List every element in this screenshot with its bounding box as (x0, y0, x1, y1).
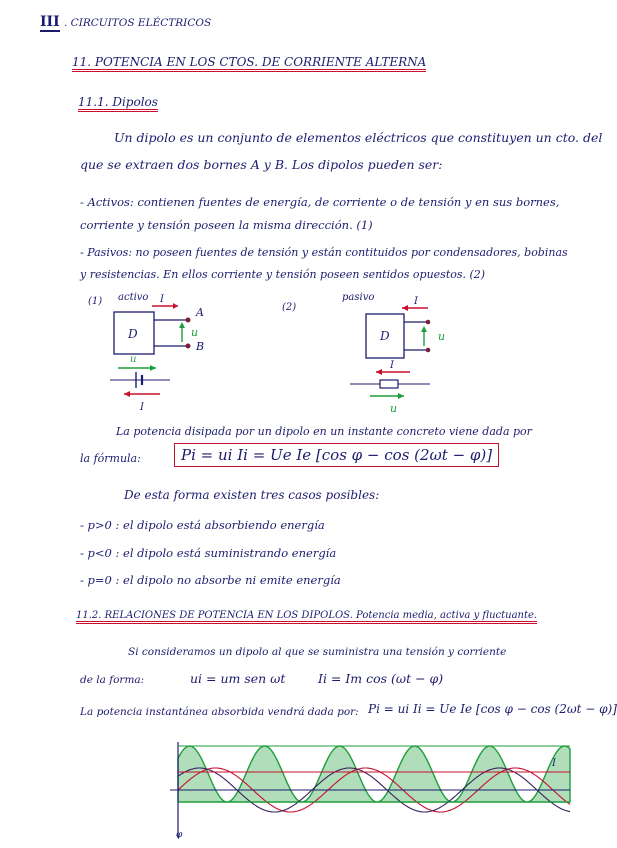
power-waveform-graph (160, 738, 580, 842)
case-positive: - p>0 : el dipolo está absorbiendo energía (80, 518, 325, 532)
passive-terminal-top (426, 320, 431, 325)
active-box-label: D (128, 327, 138, 341)
terminal-a-dot (186, 318, 191, 323)
activos-line2: corriente y tensión poseen la misma dirección. (1) (80, 218, 373, 232)
case-negative: - p<0 : el dipolo está suministrando energía (80, 546, 337, 560)
source-current-label: I (140, 402, 144, 413)
instant-power-equation: Pi = ui Ii = Ue Ie [cos φ − cos (2ωt − φ)] (368, 702, 617, 716)
equation-current: Ii = Im cos (ωt − φ) (318, 671, 444, 686)
case-zero: - p=0 : el dipolo no absorbe ni emite energía (80, 573, 341, 587)
subsection-2-title-text: 11.2. RELACIONES DE POTENCIA EN LOS DIPOLOS. Potencia media, activa y fluctuante. (76, 610, 537, 624)
graph-label-phi: φ (176, 830, 183, 840)
terminal-a-label: A (196, 306, 204, 319)
terminal-b-dot (186, 344, 191, 349)
sub2-para-line1: Si consideramos un dipolo al que se suministra una tensión y corriente (128, 646, 507, 658)
subsection-2-title (76, 610, 537, 621)
fig1-label: activo (118, 292, 149, 303)
instant-power-label: La potencia instantánea absorbida vendrá dada por: (80, 706, 359, 718)
section-title-text: 11. POTENCIA EN LOS CTOS. DE CORRIENTE ALTERNA (72, 55, 426, 72)
para1-line2: que se extraen dos bornes A y B. Los dipolos pueden ser: (80, 157, 443, 172)
load-resistor (380, 380, 398, 388)
section-title (72, 55, 426, 69)
subsection-1-title-text: 11.1. Dipolos (78, 95, 158, 112)
load-volt-label: u (390, 402, 398, 415)
power-line1: La potencia disipada por un dipolo en un instante concreto viene dada por (116, 425, 532, 438)
power-curve (178, 746, 570, 802)
load-current-label: I (390, 360, 394, 371)
chapter-title: . CIRCUITOS ELÉCTRICOS (64, 17, 212, 29)
pasivos-line2: y resistencias. En ellos corriente y tensión poseen sentidos opuestos. (2) (80, 268, 486, 281)
fig2-number: (2) (282, 302, 297, 313)
fig1-number: (1) (88, 296, 103, 307)
passive-volt-arrow-head (421, 326, 427, 332)
current-label-1: I (160, 294, 164, 305)
passive-box-label: D (380, 329, 390, 343)
chapter-number (40, 14, 60, 30)
chapter-num-text: III (40, 14, 60, 30)
voltage-label-1: u (191, 326, 199, 339)
para1-line1: Un dipolo es un conjunto de elementos eléctricos que constituyen un cto. del (114, 130, 603, 145)
load-volt-arrow-head (398, 393, 404, 399)
equation-voltage: ui = um sen ωt (190, 671, 286, 686)
source-volt-arrow-head (150, 365, 156, 371)
current-label-2: I (414, 296, 418, 307)
terminal-b-label: B (196, 340, 205, 353)
activos-line1: - Activos: contienen fuentes de energía, de corriente o de tensión y en sus bornes, (80, 195, 560, 209)
load-current-arrow-head (376, 369, 382, 375)
cases-intro: De esta forma existen tres casos posibles: (124, 488, 380, 502)
source-current-arrow-head (124, 391, 130, 397)
passive-current-arrow-head (402, 305, 408, 311)
subsection-1-title (78, 95, 158, 109)
graph-label-i: I (552, 758, 556, 769)
power-formula-box: Pi = ui Ii = Ue Ie [cos φ − cos (2ωt − φ)] (174, 443, 499, 467)
passive-terminal-bottom (426, 348, 431, 353)
voltage-label-2: u (438, 330, 446, 343)
fig2-label: pasivo (342, 292, 375, 303)
sub2-para-line2: de la forma: (80, 674, 145, 686)
power-line2: la fórmula: (80, 452, 141, 465)
pasivos-line1: - Pasivos: no poseen fuentes de tensión y están contituidos por condensadores, bobinas (80, 246, 568, 259)
current-arrow-head (173, 303, 178, 309)
source-volt-label: u (130, 354, 137, 365)
voltage-arrow-head (179, 322, 185, 328)
